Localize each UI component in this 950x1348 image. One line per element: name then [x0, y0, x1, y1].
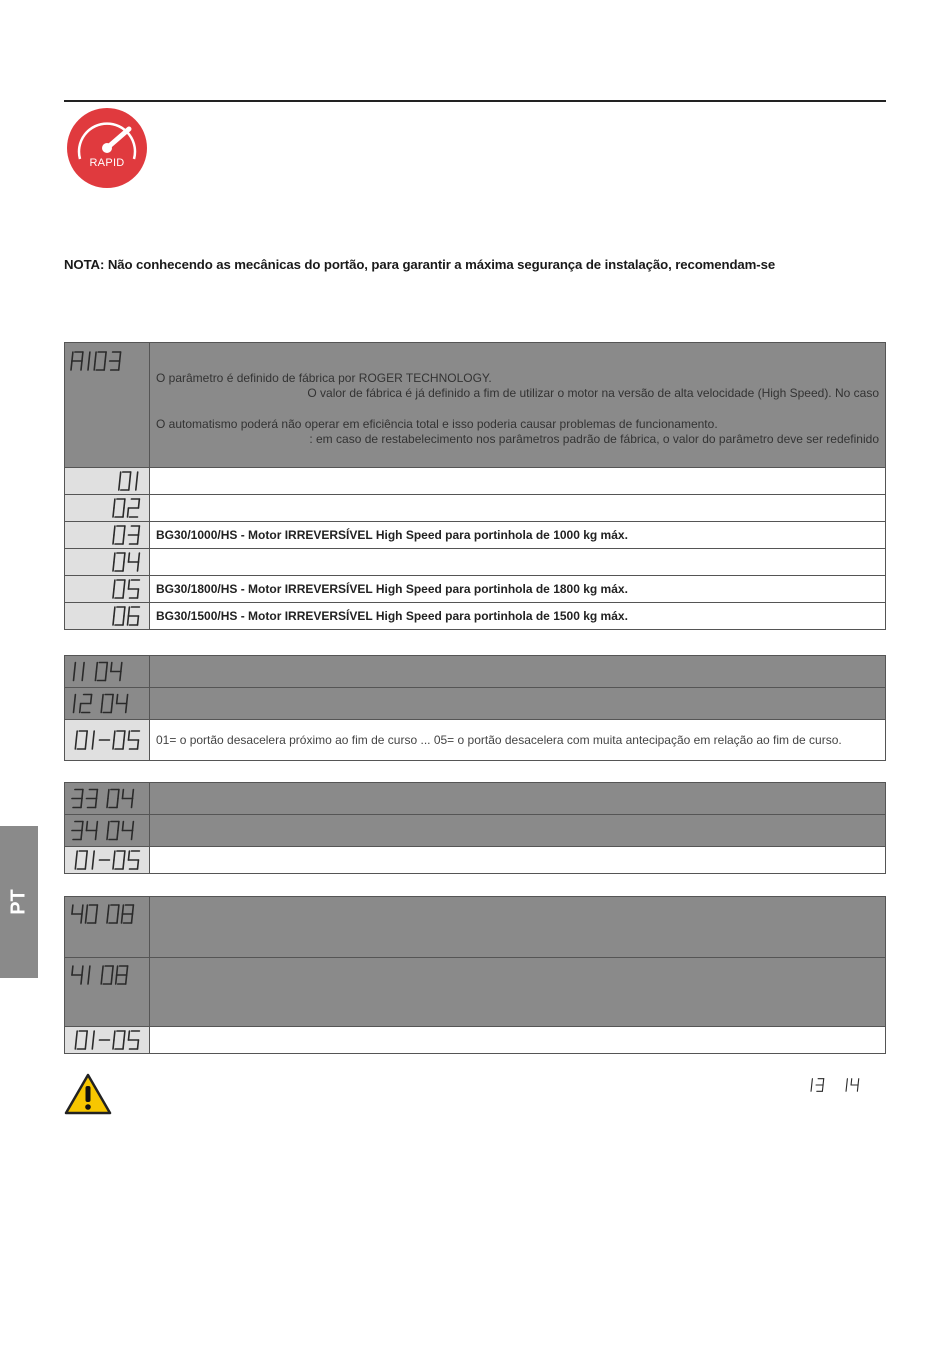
logo-label: RAPID [89, 157, 125, 169]
seg-digit [113, 499, 125, 517]
range-description [150, 1027, 886, 1054]
seg-digit [128, 1031, 140, 1049]
parameter-code-3404 [65, 815, 150, 847]
safety-note: NOTA: Não conhecendo as mecânicas do portão, para garantir a máxima segurança de instalação, recomendam-se [64, 257, 776, 272]
seg-digit [94, 352, 106, 370]
seg-digit [128, 580, 140, 598]
seg-digit [75, 1031, 87, 1049]
reference-code-13 [810, 1077, 830, 1093]
seg-digit [136, 472, 138, 490]
parameter-code-3304 [65, 783, 150, 815]
seg-digit [71, 352, 83, 370]
range-description [150, 847, 886, 874]
range-description: 01= o portão desacelera próximo ao fim de curso ... 05= o portão desacelera com muita antecipação em relação ao fim de curso. [150, 720, 886, 761]
language-tab [0, 826, 38, 978]
seg-digit [128, 607, 140, 625]
parameter-code-4108 [65, 958, 150, 1027]
reference-code-14 [845, 1077, 865, 1093]
seg-digit [113, 851, 125, 869]
seg-digit [109, 352, 121, 370]
language-tab-label: PT [7, 889, 30, 915]
seven-seg-display [65, 343, 149, 379]
seg-digit [75, 731, 87, 749]
seg-digit [86, 905, 98, 923]
warning-triangle-icon [64, 1073, 112, 1115]
desc-line-4: : em caso de restabelecimento nos parâmetros padrão de fábrica, o valor do parâmetro deve ser redefinido [309, 432, 879, 446]
seg-digit [80, 695, 92, 713]
seg-digit [88, 966, 90, 984]
seg-digit [71, 966, 83, 984]
seg-digit [113, 553, 125, 571]
option-desc-06: BG30/1500/HS - Motor IRREVERSÍVEL High Speed para portinhola de 1500 kg máx. [150, 603, 886, 630]
option-desc-02 [150, 495, 886, 522]
seg-digit [107, 822, 119, 840]
parameter-code-1104 [65, 656, 150, 688]
option-desc-04 [150, 549, 886, 576]
seg-digit [74, 695, 76, 713]
parameter-table-33-34 [64, 782, 886, 874]
seg-digit [113, 731, 125, 749]
parameter-description [150, 343, 886, 468]
option-code-03 [65, 522, 150, 549]
range-code-01-05 [65, 720, 150, 761]
seg-digit [71, 822, 83, 840]
seg-digit [88, 352, 90, 370]
option-code-06 [65, 603, 150, 630]
seg-digit [128, 526, 140, 544]
option-code-05 [65, 576, 150, 603]
seg-digit [128, 553, 140, 571]
seg-digit [107, 905, 119, 923]
seg-digit [110, 663, 122, 681]
seg-digit [846, 1079, 847, 1092]
top-rule [64, 100, 886, 102]
desc-line-1: O parâmetro é definido de fábrica por ROGER TECHNOLOGY. [156, 370, 492, 385]
seg-digit [92, 731, 94, 749]
parameter-code-4008 [65, 897, 150, 958]
seg-digit [128, 731, 140, 749]
parameter-code-1204 [65, 688, 150, 720]
range-code-01-05 [65, 1027, 150, 1054]
parameter-table-40-41 [64, 896, 886, 1054]
desc-line-2: O valor de fábrica é já definido a fim de utilizar o motor na versão de alta velocidade (High Speed). No caso [307, 386, 879, 400]
seg-digit [86, 822, 98, 840]
seg-digit [122, 822, 134, 840]
option-desc-03: BG30/1000/HS - Motor IRREVERSÍVEL High Speed para portinhola de 1000 kg máx. [150, 522, 886, 549]
desc-line-3: O automatismo poderá não operar em eficiência total e isso poderia causar problemas de funcionamento. [156, 416, 718, 431]
seg-digit [101, 695, 113, 713]
seg-digit [122, 790, 134, 808]
parameter-table-speed [64, 655, 886, 761]
option-desc-05: BG30/1800/HS - Motor IRREVERSÍVEL High Speed para portinhola de 1800 kg máx. [150, 576, 886, 603]
seg-digit [82, 663, 84, 681]
seg-digit [128, 499, 140, 517]
option-code-02 [65, 495, 150, 522]
seg-digit [113, 580, 125, 598]
seg-digit [95, 663, 107, 681]
seg-digit [113, 1031, 125, 1049]
seg-digit [113, 526, 125, 544]
seg-digit [113, 607, 125, 625]
option-desc-01 [150, 468, 886, 495]
option-code-04 [65, 549, 150, 576]
seg-digit [815, 1079, 823, 1092]
seg-digit [107, 790, 119, 808]
seg-digit [74, 663, 76, 681]
seg-digit [92, 851, 94, 869]
seg-digit [101, 966, 113, 984]
seg-digit [811, 1079, 812, 1092]
option-code-01 [65, 468, 150, 495]
range-code-01-05 [65, 847, 150, 874]
seg-digit [122, 905, 134, 923]
seg-digit [850, 1079, 858, 1092]
seg-digit [92, 1031, 94, 1049]
seg-digit [71, 790, 83, 808]
rapid-speedometer-icon [66, 107, 148, 189]
seg-digit [128, 851, 140, 869]
parameter-code-a103 [65, 343, 150, 468]
seg-digit [86, 790, 98, 808]
seg-digit [116, 966, 128, 984]
seg-digit [116, 695, 128, 713]
seg-digit [75, 851, 87, 869]
seg-digit [71, 905, 83, 923]
seg-digit [119, 472, 131, 490]
parameter-table-a103 [64, 342, 886, 630]
